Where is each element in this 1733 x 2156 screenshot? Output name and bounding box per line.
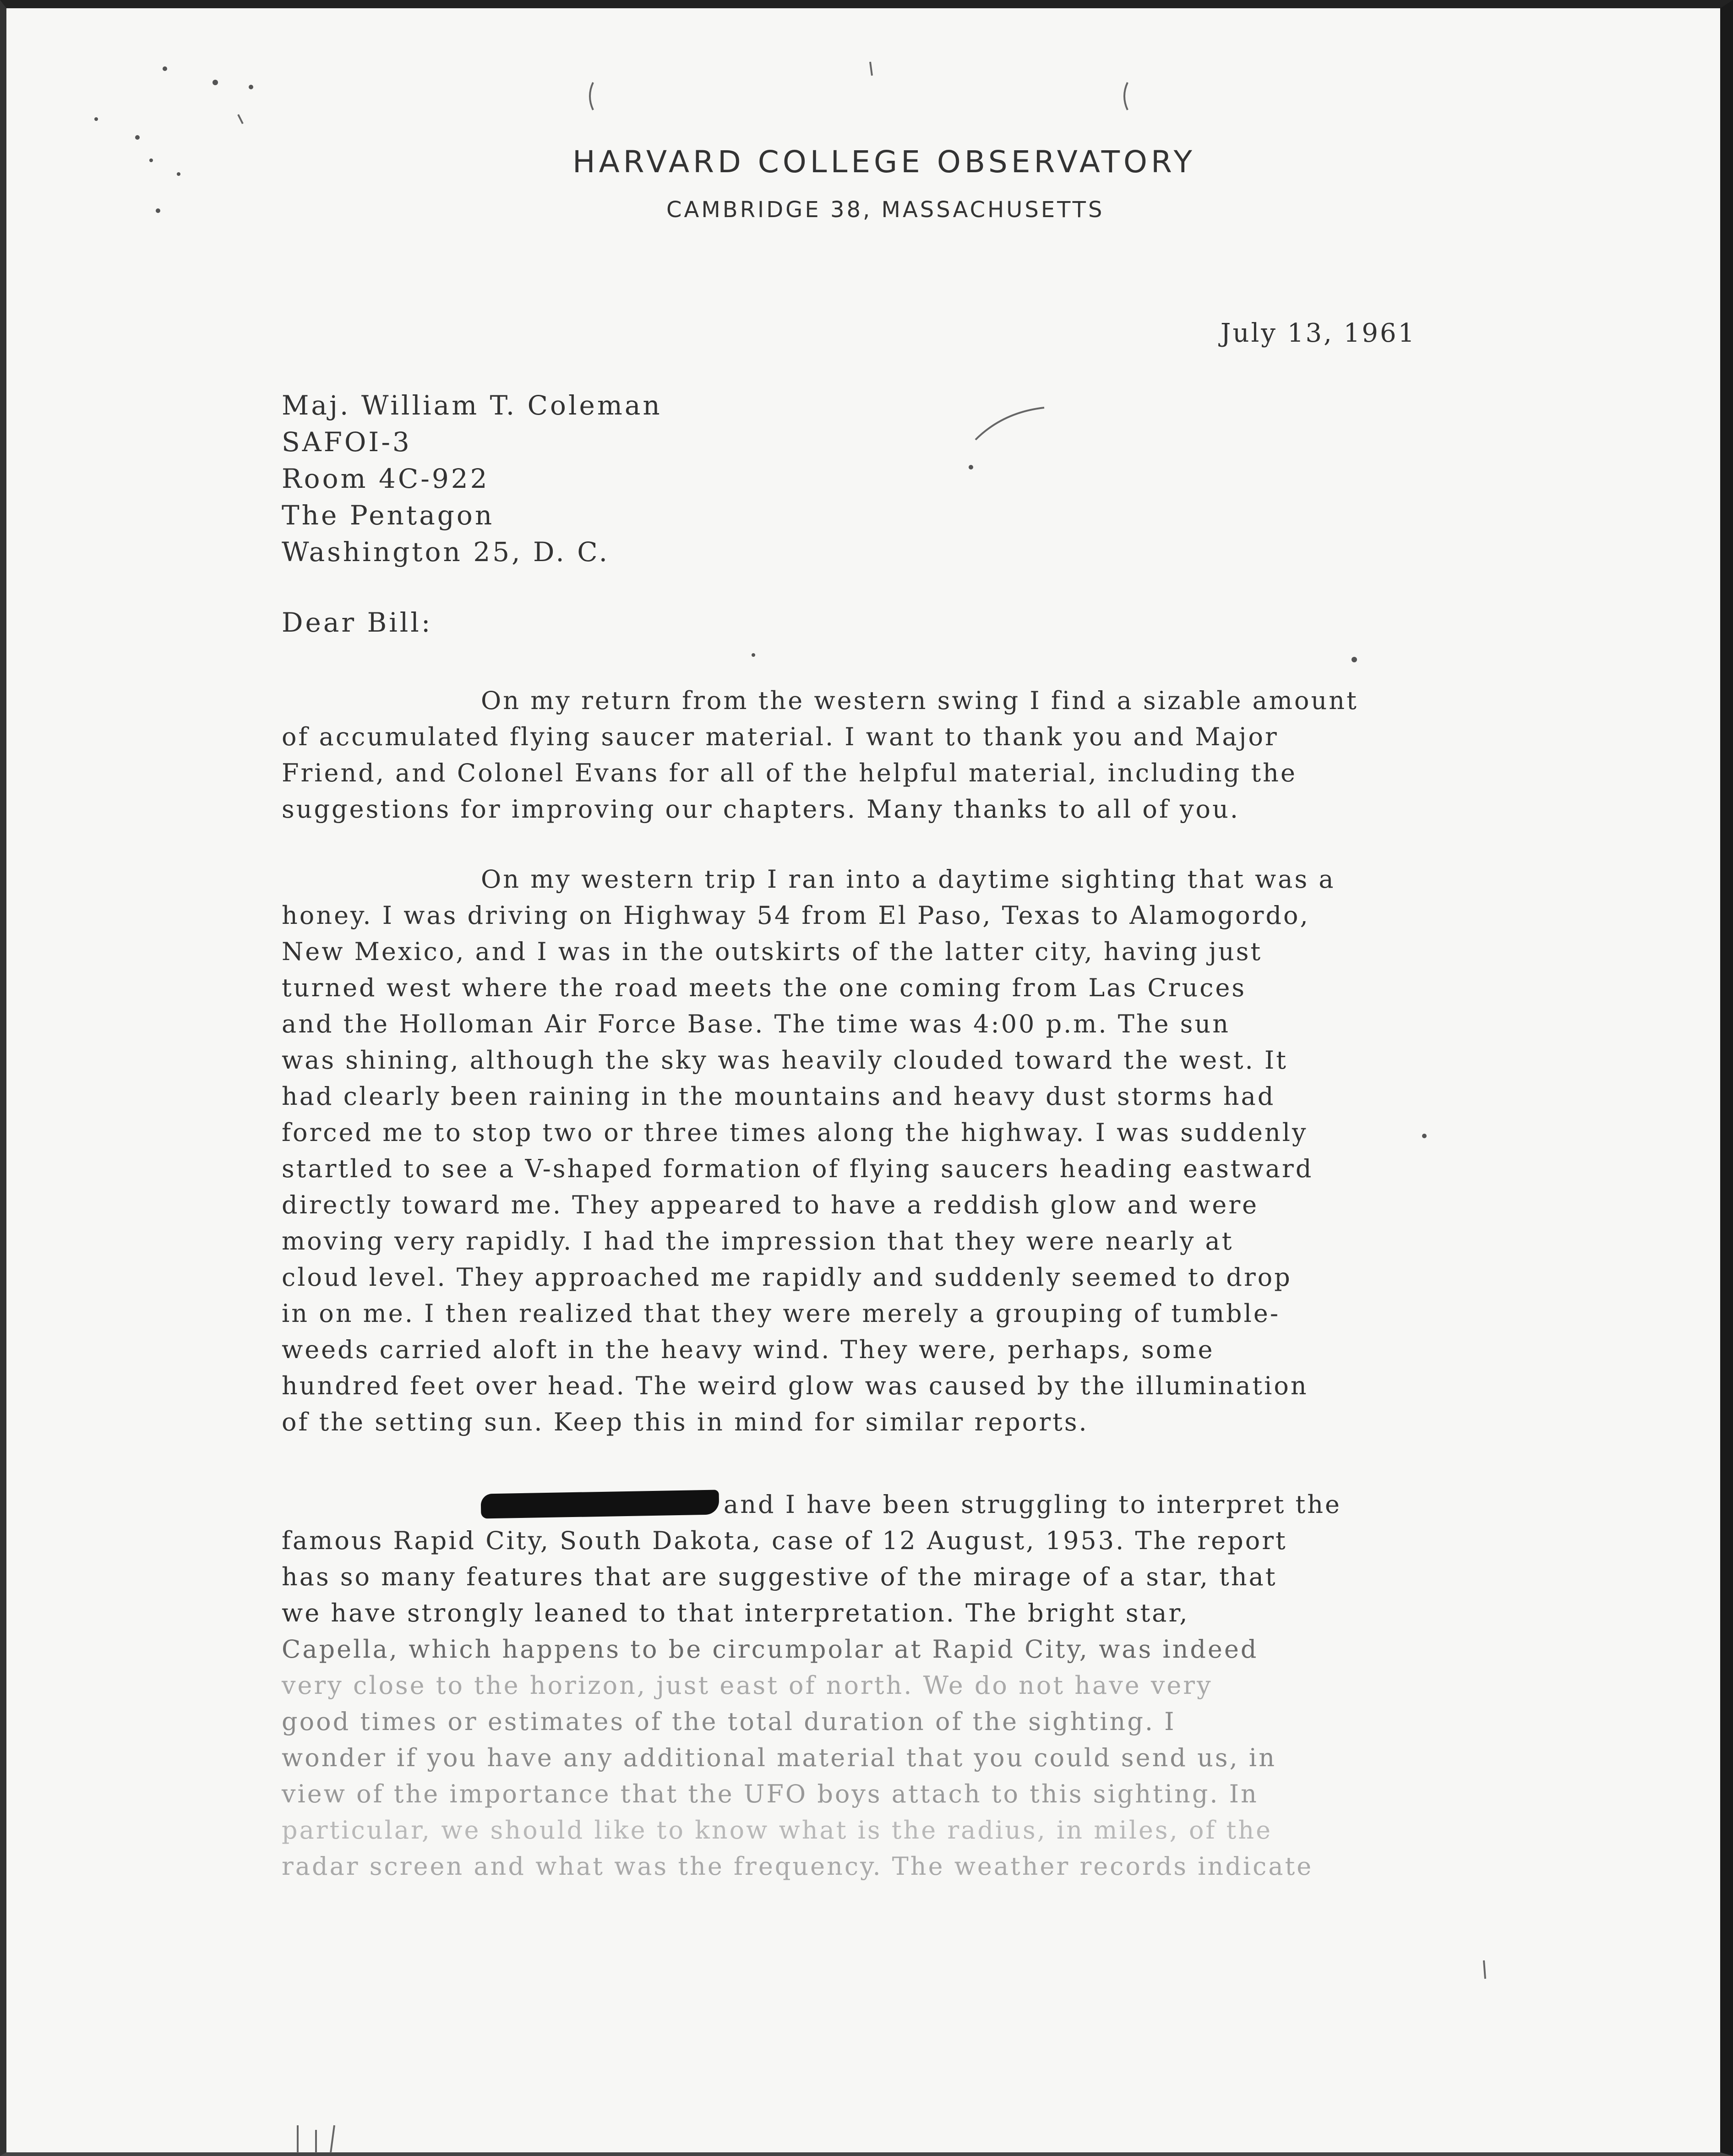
text-line: weeds carried aloft in the heavy wind. They were, perhaps, some (282, 1335, 1215, 1364)
letterhead-title: HARVARD COLLEGE OBSERVATORY (572, 144, 1196, 180)
text-line: and the Holloman Air Force Base. The time was 4:00 p.m. The sun (282, 1010, 1231, 1038)
text-line: radar screen and what was the frequency. The weather records indicate (282, 1852, 1313, 1881)
text-line: good times or estimates of the total duration of the sighting. I (282, 1707, 1176, 1736)
recipient-name: Maj. William T. Coleman (282, 390, 662, 421)
text-line: wonder if you have any additional material that you could send us, in (282, 1743, 1276, 1772)
text-line: honey. I was driving on Highway 54 from El Paso, Texas to Alamogordo, (282, 901, 1310, 930)
text-line: suggestions for improving our chapters. Many thanks to all of you. (282, 795, 1240, 824)
text-line: view of the importance that the UFO boys attach to this sighting. In (282, 1779, 1259, 1808)
salutation: Dear Bill: (282, 607, 433, 638)
recipient-building: The Pentagon (282, 500, 495, 531)
text-line-content: and I have been struggling to interpret the (724, 1490, 1341, 1519)
text-line: of the setting sun. Keep this in mind for similar reports. (282, 1408, 1089, 1436)
text-line (282, 1486, 1491, 1523)
text-line: moving very rapidly. I had the impression that they were nearly at (282, 1227, 1234, 1255)
text-line: famous Rapid City, South Dakota, case of 12 August, 1953. The report (282, 1526, 1287, 1555)
text-line: turned west where the road meets the one coming from Las Cruces (282, 973, 1247, 1002)
recipient-city: Washington 25, D. C. (282, 536, 610, 568)
recipient-room: Room 4C-922 (282, 463, 490, 494)
text-line: had clearly been raining in the mountains and heavy dust storms had (282, 1082, 1275, 1111)
text-line: has so many features that are suggestive of the mirage of a star, that (282, 1562, 1277, 1591)
recipient-office: SAFOI-3 (282, 426, 412, 458)
text-line: Capella, which happens to be circumpolar at Rapid City, was indeed (282, 1635, 1259, 1664)
letter-date: July 13, 1961 (1221, 318, 1417, 348)
text-line: hundred feet over head. The weird glow was caused by the illumination (282, 1371, 1308, 1400)
paragraph-sighting (282, 861, 1491, 1440)
text-line: On my western trip I ran into a daytime sighting that was a (481, 865, 1335, 894)
text-line: New Mexico, and I was in the outskirts of the latter city, having just (282, 937, 1263, 966)
redaction-mark (481, 1490, 719, 1518)
text-line: very close to the horizon, just east of north. We do not have very (282, 1671, 1213, 1700)
text-line: directly toward me. They appeared to have a reddish glow and were (282, 1190, 1259, 1219)
text-line: was shining, although the sky was heavily clouded toward the west. It (282, 1046, 1288, 1075)
text-line: On my return from the western swing I find a sizable amount (481, 686, 1358, 715)
text-line: in on me. I then realized that they were merely a grouping of tumble- (282, 1299, 1281, 1328)
recipient-address (282, 387, 662, 570)
text-line: startled to see a V-shaped formation of flying saucers heading eastward (282, 1154, 1313, 1183)
paragraph-thanks (282, 682, 1491, 827)
text-line: of accumulated flying saucer material. I want to thank you and Major (282, 722, 1279, 751)
text-line: we have strongly leaned to that interpretation. The bright star, (282, 1599, 1189, 1627)
text-line: Friend, and Colonel Evans for all of the helpful material, including the (282, 759, 1297, 787)
text-line: forced me to stop two or three times along the highway. I was suddenly (282, 1118, 1308, 1147)
letterhead-address: CAMBRIDGE 38, MASSACHUSETTS (666, 197, 1105, 223)
paragraph-rapid-city (282, 1486, 1491, 1884)
text-line: cloud level. They approached me rapidly and suddenly seemed to drop (282, 1263, 1292, 1292)
text-line: particular, we should like to know what is the radius, in miles, of the (282, 1816, 1273, 1845)
